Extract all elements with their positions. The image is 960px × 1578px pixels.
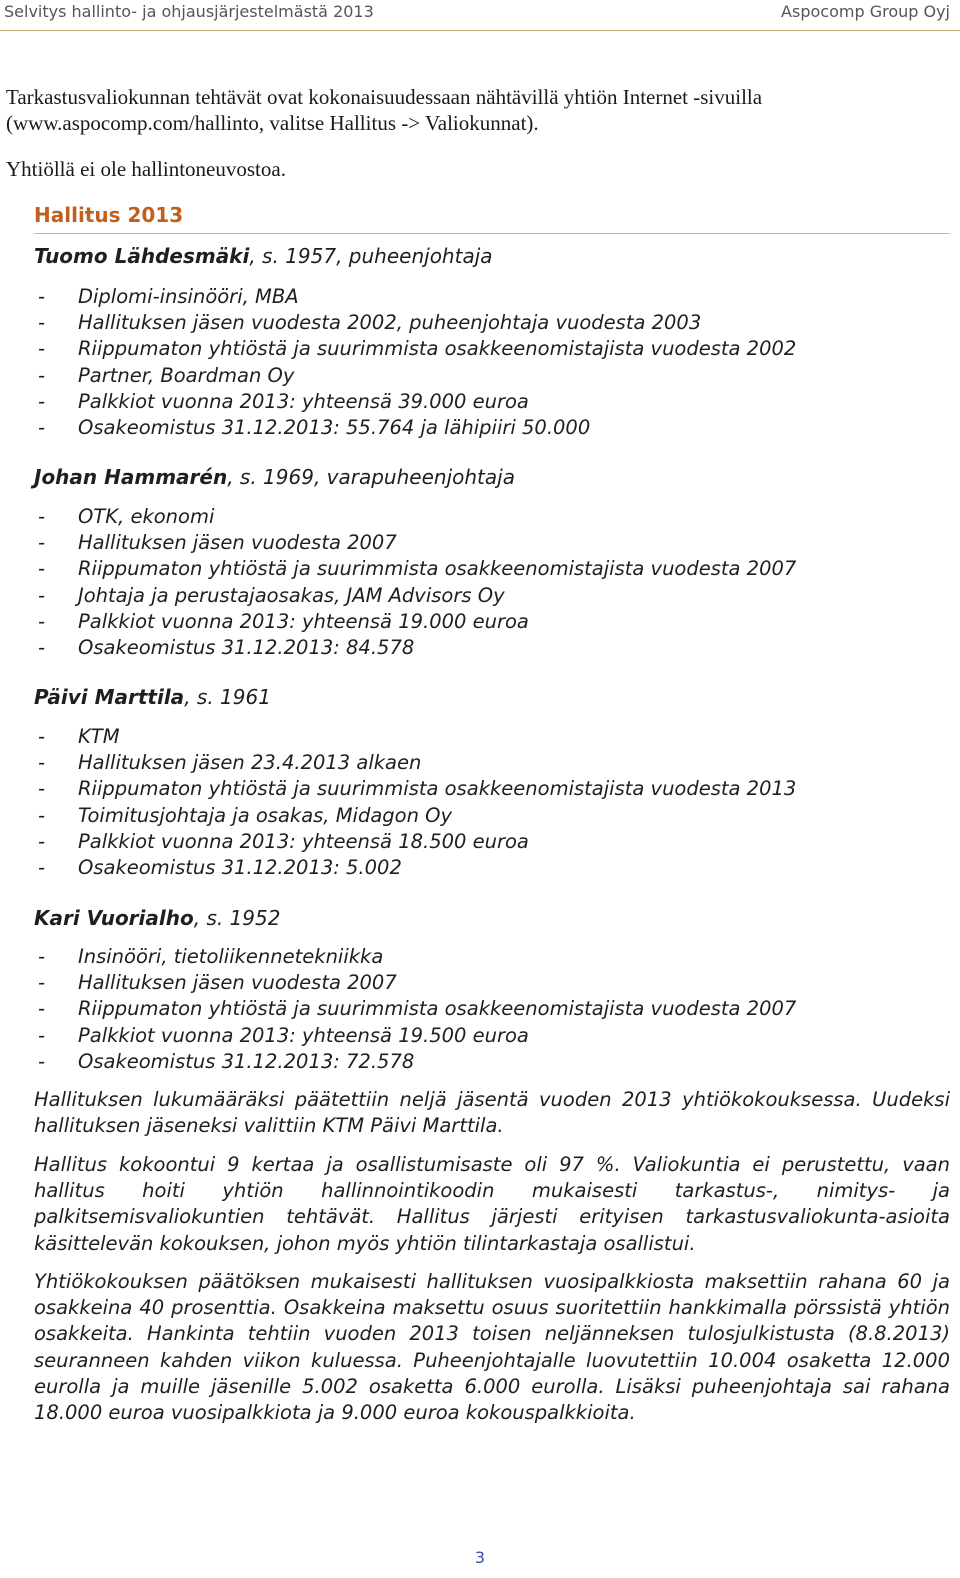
list-item: - Insinööri, tietoliikennetekniikka	[38, 945, 384, 968]
member-2-details-list	[38, 504, 796, 661]
list-item: - Palkkiot vuonna 2013: yhteensä 19.000 euroa	[38, 609, 529, 633]
member-4-details-list	[38, 944, 796, 1075]
member-1-details-list	[38, 284, 796, 441]
paragraph-board-fees: Yhtiökokouksen päätöksen mukaisesti hallituksen vuosipalkkiosta maksettiin rahana 60 ja osakkeina 40 prosenttia. Osakkeina maksettu osuus suoritettiin hankkimalla pörssistä yhtiön osakkeita. Hankinta tehtiin vuoden 2013 toisen neljänneksen tulosjulkistusta (8.8.2013) seuranneen kahden viikon kuluessa. Puheenjohtajalle luovutettiin 10.004 osaketta 12.000 eurolla ja muille jäsenille 5.002 osaketta 6.000 eurolla. Lisäksi puheenjohtaja sai rahana 18.000 euroa vuosipalkkiota ja 9.000 euroa kokouspalkkioita.	[34, 1270, 950, 1425]
member-details: , s. 1957, puheenjohtaja	[249, 244, 493, 268]
list-item: - Hallituksen jäsen 23.4.2013 alkaen	[38, 751, 422, 775]
list-item: - Osakeomistus 31.12.2013: 5.002	[38, 856, 402, 880]
list-item: - Hallituksen jäsen vuodesta 2007	[38, 531, 397, 555]
list-item: - Riippumaton yhtiöstä ja suurimmista osakkeenomistajista vuodesta 2013	[38, 777, 797, 801]
list-item: - KTM	[38, 725, 120, 748]
page-number: 3	[474, 1548, 486, 1567]
member-details: , s. 1969, varapuheenjohtaja	[227, 465, 515, 489]
list-item: - Diplomi-insinööri, MBA	[38, 285, 299, 308]
list-item: - Riippumaton yhtiöstä ja suurimmista osakkeenomistajista vuodesta 2007	[38, 557, 797, 581]
list-item: - Palkkiot vuonna 2013: yhteensä 19.500 euroa	[38, 1023, 529, 1047]
list-item: - Riippumaton yhtiöstä ja suurimmista osakkeenomistajista vuodesta 2007	[38, 997, 797, 1021]
list-item: - Riippumaton yhtiöstä ja suurimmista osakkeenomistajista vuodesta 2002	[38, 337, 797, 361]
member-details: , s. 1952	[193, 906, 281, 930]
member-name-text: Päivi Marttila	[34, 685, 185, 709]
member-details: , s. 1961	[184, 685, 271, 709]
section-heading-board: Hallitus 2013	[34, 203, 950, 234]
member-name-3	[34, 685, 271, 709]
list-item: - Partner, Boardman Oy	[38, 363, 295, 387]
list-item: - Hallituksen jäsen vuodesta 2007	[38, 971, 397, 995]
member-name-text: Johan Hammarén	[34, 465, 228, 489]
paragraph-board-meetings: Hallitus kokoontui 9 kertaa ja osallistumisaste oli 97 %. Valiokuntia ei perustettu, vaan hallitus hoiti yhtiön hallinnointikoodin mukaisesti tarkastus-, nimitys- ja palkitsemisvaliokuntien tehtävät. Hallitus järjesti erityisen tarkastusvaliokunta-asioita käsittelevän kokouksen, johon myös yhtiön tilintarkastaja osallistui.	[34, 1153, 950, 1255]
intro-paragraph-supervisory-board: Yhtiöllä ei ole hallintoneuvostoa.	[6, 157, 286, 181]
paragraph-board-size: Hallituksen lukumääräksi päätettiin neljä jäsentä vuoden 2013 yhtiökokouksessa. Uudeksi hallituksen jäseneksi valittiin KTM Päivi Marttila.	[34, 1088, 950, 1138]
page-header	[0, 0, 960, 31]
header-company-name: Aspocomp Group Oyj	[781, 2, 950, 21]
member-name-1	[34, 244, 493, 268]
list-item: - Osakeomistus 31.12.2013: 55.764 ja lähipiiri 50.000	[38, 416, 591, 440]
list-item: - Toimitusjohtaja ja osakas, Midagon Oy	[38, 803, 453, 827]
member-name-4	[34, 906, 280, 930]
member-name-2	[34, 465, 515, 489]
member-name-text: Tuomo Lähdesmäki	[34, 244, 250, 268]
list-item: - Osakeomistus 31.12.2013: 72.578	[38, 1049, 415, 1073]
list-item: - Hallituksen jäsen vuodesta 2002, puheenjohtaja vuodesta 2003	[38, 311, 702, 335]
list-item: - Osakeomistus 31.12.2013: 84.578	[38, 636, 415, 660]
list-item: - Johtaja ja perustajaosakas, JAM Advisors Oy	[38, 583, 505, 607]
list-item: - OTK, ekonomi	[38, 505, 215, 528]
header-document-title: Selvitys hallinto- ja ohjausjärjestelmästä 2013	[4, 2, 374, 21]
member-3-details-list	[38, 724, 796, 881]
list-item: - Palkkiot vuonna 2013: yhteensä 18.500 euroa	[38, 829, 529, 853]
member-name-text: Kari Vuorialho	[34, 906, 194, 930]
list-item: - Palkkiot vuonna 2013: yhteensä 39.000 euroa	[38, 389, 529, 413]
intro-paragraph-committee: Tarkastusvaliokunnan tehtävät ovat kokonaisuudessaan nähtävillä yhtiön Internet -sivuilla (www.aspocomp.com/hallinto, valitse Hallitus -> Valiokunnat).	[6, 85, 763, 135]
